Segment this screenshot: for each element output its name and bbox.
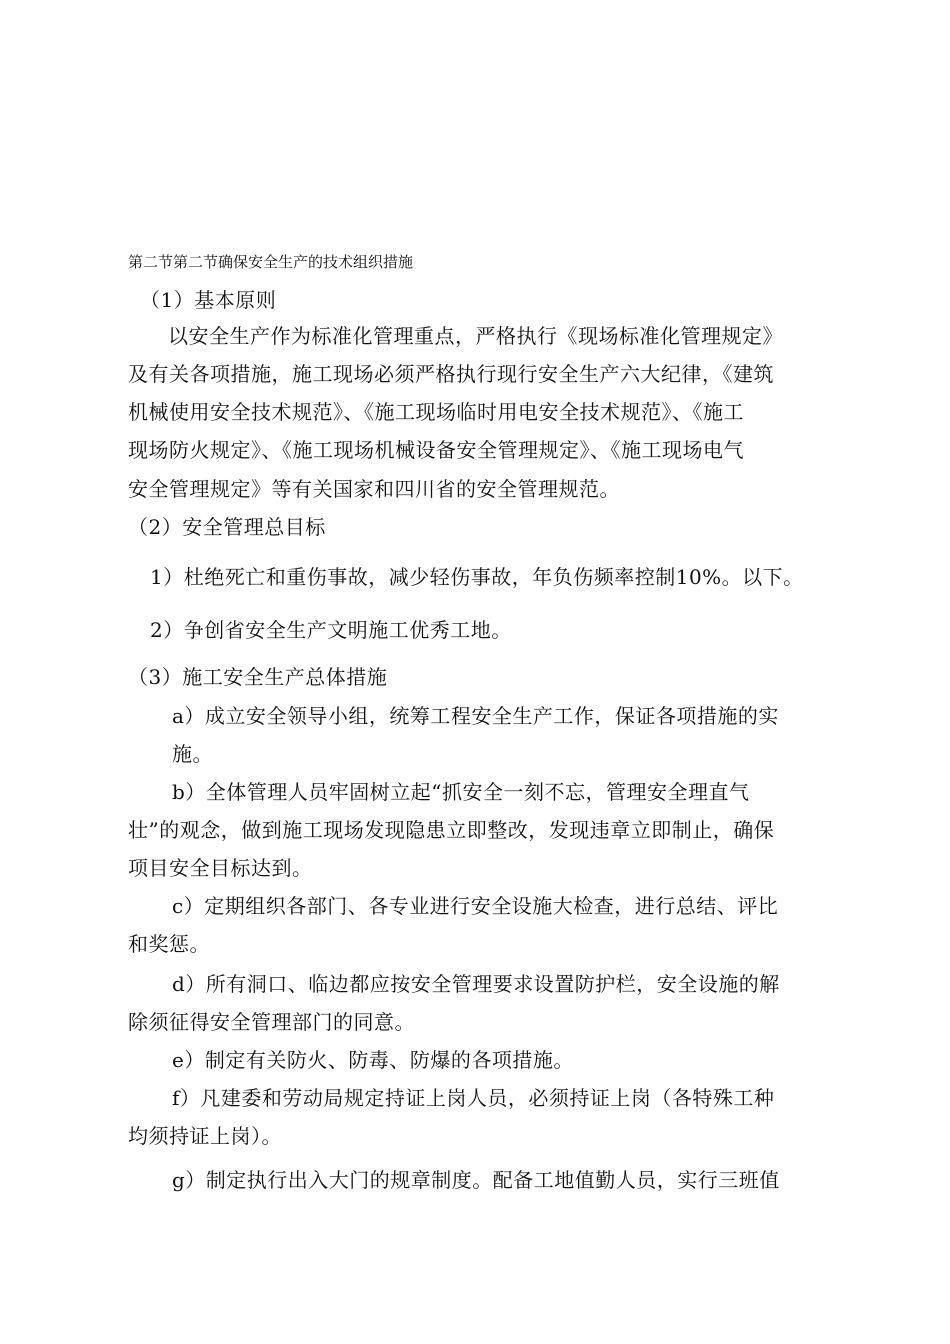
list-item: g）制定执行出入大门的规章制度。配备工地值勤人员，实行三班值	[172, 1168, 780, 1192]
list-item: 1）杜绝死亡和重伤事故，减少轻伤事故，年负伤频率控制10%。以下。	[150, 565, 804, 589]
subsection-title-overall-measures: （3）施工安全生产总体措施	[128, 665, 388, 689]
list-item: d）所有洞口、临边都应按安全管理要求设置防护栏，安全设施的解	[172, 972, 780, 996]
list-item: c）定期组织各部门、各专业进行安全设施大检查，进行总结、评比	[172, 894, 779, 918]
list-item-continuation: 壮”的观念，做到施工现场发现隐患立即整改，发现违章立即制止，确保	[128, 818, 775, 842]
paragraph-line: 机械使用安全技术规范》、《施工现场临时用电安全技术规范》、《施工	[128, 400, 744, 424]
paragraph-line: 现场防火规定》、《施工现场机械设备安全管理规定》、《施工现场电气	[128, 438, 744, 462]
list-item-continuation: 项目安全目标达到。	[128, 856, 313, 880]
list-item-continuation: 施。	[172, 742, 213, 766]
list-item: f）凡建委和劳动局规定持证上岗人员，必须持证上岗（各特殊工种	[172, 1086, 775, 1110]
paragraph-line: 及有关各项措施，施工现场必须严格执行现行安全生产六大纪律，《建筑	[128, 362, 774, 386]
list-item-continuation: 均须持证上岗）。	[128, 1124, 282, 1148]
paragraph-line: 以安全生产作为标准化管理重点，严格执行《现场标准化管理规定》	[168, 324, 783, 348]
list-item-continuation: 和奖惩。	[128, 932, 210, 956]
list-item-continuation: 除须征得安全管理部门的同意。	[128, 1010, 415, 1034]
list-item: a）成立安全领导小组，统筹工程安全生产工作，保证各项措施的实	[172, 704, 779, 728]
list-item: b）全体管理人员牢固树立起“抓安全一刻不忘，管理安全理直气	[172, 780, 750, 804]
list-item: 2）争创省安全生产文明施工优秀工地。	[150, 618, 512, 642]
subsection-title-basic-principles: （1）基本原则	[140, 288, 277, 312]
subsection-title-safety-goals: （2）安全管理总目标	[128, 515, 326, 539]
section-heading: 第二节第二节确保安全生产的技术组织措施	[128, 253, 414, 271]
paragraph-line: 安全管理规定》等有关国家和四川省的安全管理规范。	[128, 477, 620, 501]
list-item: e）制定有关防火、防毒、防爆的各项措施。	[172, 1048, 574, 1072]
